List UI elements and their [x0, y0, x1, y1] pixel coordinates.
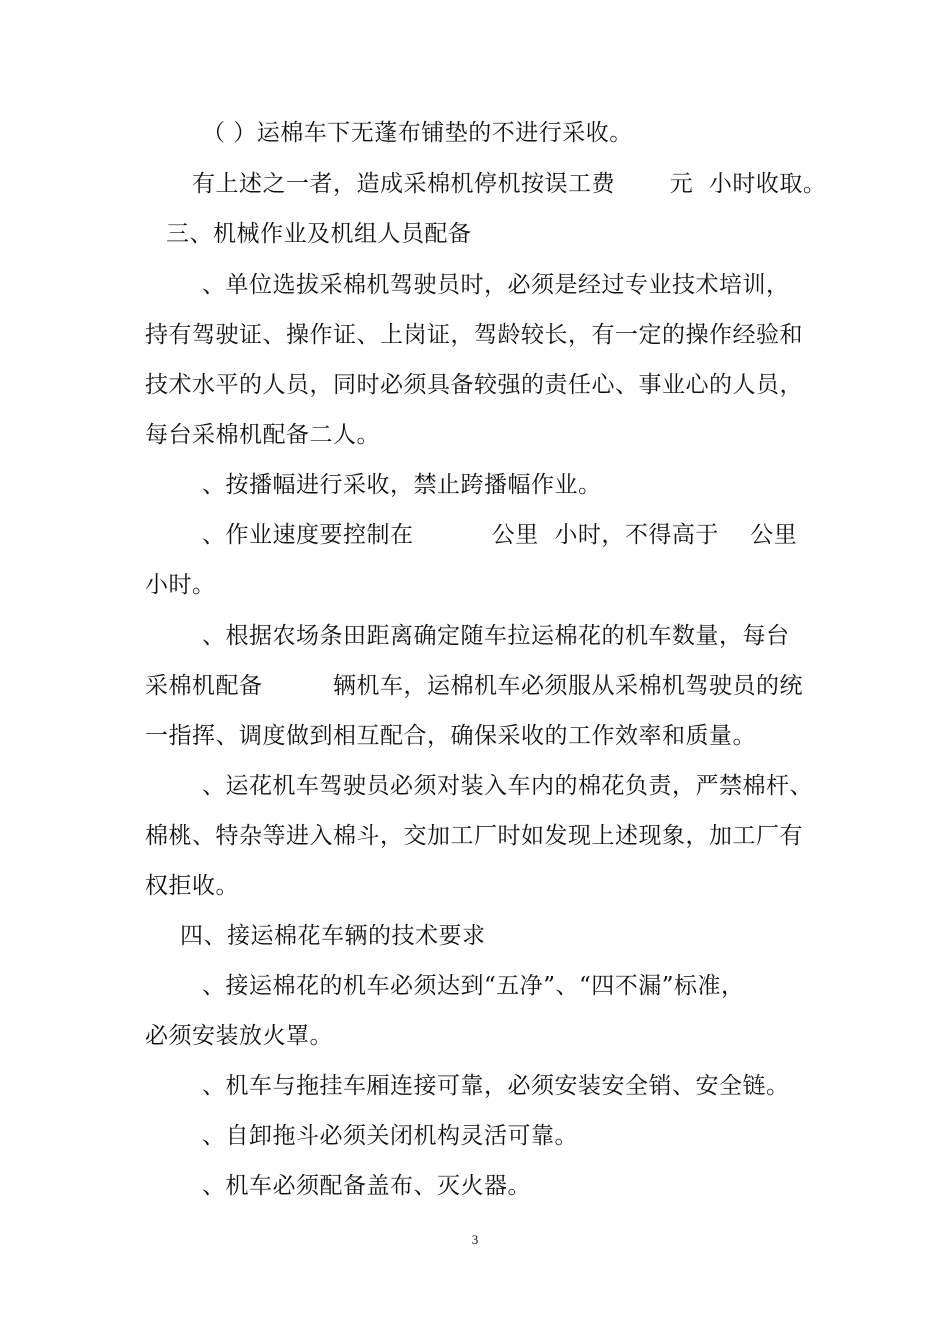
paragraph-line: 、按播幅进行采收，禁止跨播幅作业。 — [202, 472, 602, 498]
section-heading: 四、接运棉花车辆的技术要求 — [180, 923, 486, 949]
paragraph-line: 、根据农场条田距离确定随车拉运棉花的机车数量，每台 — [202, 623, 790, 649]
paragraph-line: 、接运棉花的机车必须达到“五净”、“四不漏”标准， — [202, 973, 745, 999]
paragraph-line: 、自卸拖斗必须关闭机构灵活可靠。 — [202, 1123, 578, 1149]
paragraph-line: 权拒收。 — [145, 873, 239, 899]
paragraph-line: 技术水平的人员，同时必须具备较强的责任心、事业心的人员， — [145, 372, 803, 398]
paragraph-line: 、作业速度要控制在 公里 小时，不得高于 公里 — [202, 522, 798, 548]
paragraph-line: 采棉机配备 辆机车，运棉机车必须服从采棉机驾驶员的统 — [145, 673, 803, 699]
paragraph-line: （ ）运棉车下无蓬布铺垫的不进行采收。 — [202, 120, 633, 146]
paragraph-line: 、运花机车驾驶员必须对装入车内的棉花负责，严禁棉杆、 — [202, 773, 813, 799]
paragraph-line: 持有驾驶证、操作证、上岗证，驾龄较长，有一定的操作经验和 — [145, 322, 803, 348]
paragraph-line: 棉桃、特杂等进入棉斗，交加工厂时如发现上述现象，加工厂有 — [145, 823, 803, 849]
paragraph-line: 必须安装放火罩。 — [145, 1023, 333, 1049]
paragraph-line: 、机车与拖挂车厢连接可靠，必须安装安全销、安全链。 — [202, 1073, 790, 1099]
paragraph-line: 小时。 — [145, 572, 216, 598]
paragraph-line: 、单位选拔采棉机驾驶员时，必须是经过专业技术培训， — [202, 272, 790, 298]
paragraph-line: 一指挥、调度做到相互配合，确保采收的工作效率和质量。 — [145, 723, 756, 749]
section-heading: 三、机械作业及机组人员配备 — [166, 221, 472, 247]
paragraph-line: 每台采棉机配备二人。 — [145, 422, 380, 448]
page-number: 3 — [471, 1232, 479, 1247]
paragraph-line: 、机车必须配备盖布、灭火器。 — [202, 1173, 531, 1199]
paragraph-line: 有上述之一者，造成采棉机停机按误工费 元 小时收取。 — [192, 171, 827, 197]
